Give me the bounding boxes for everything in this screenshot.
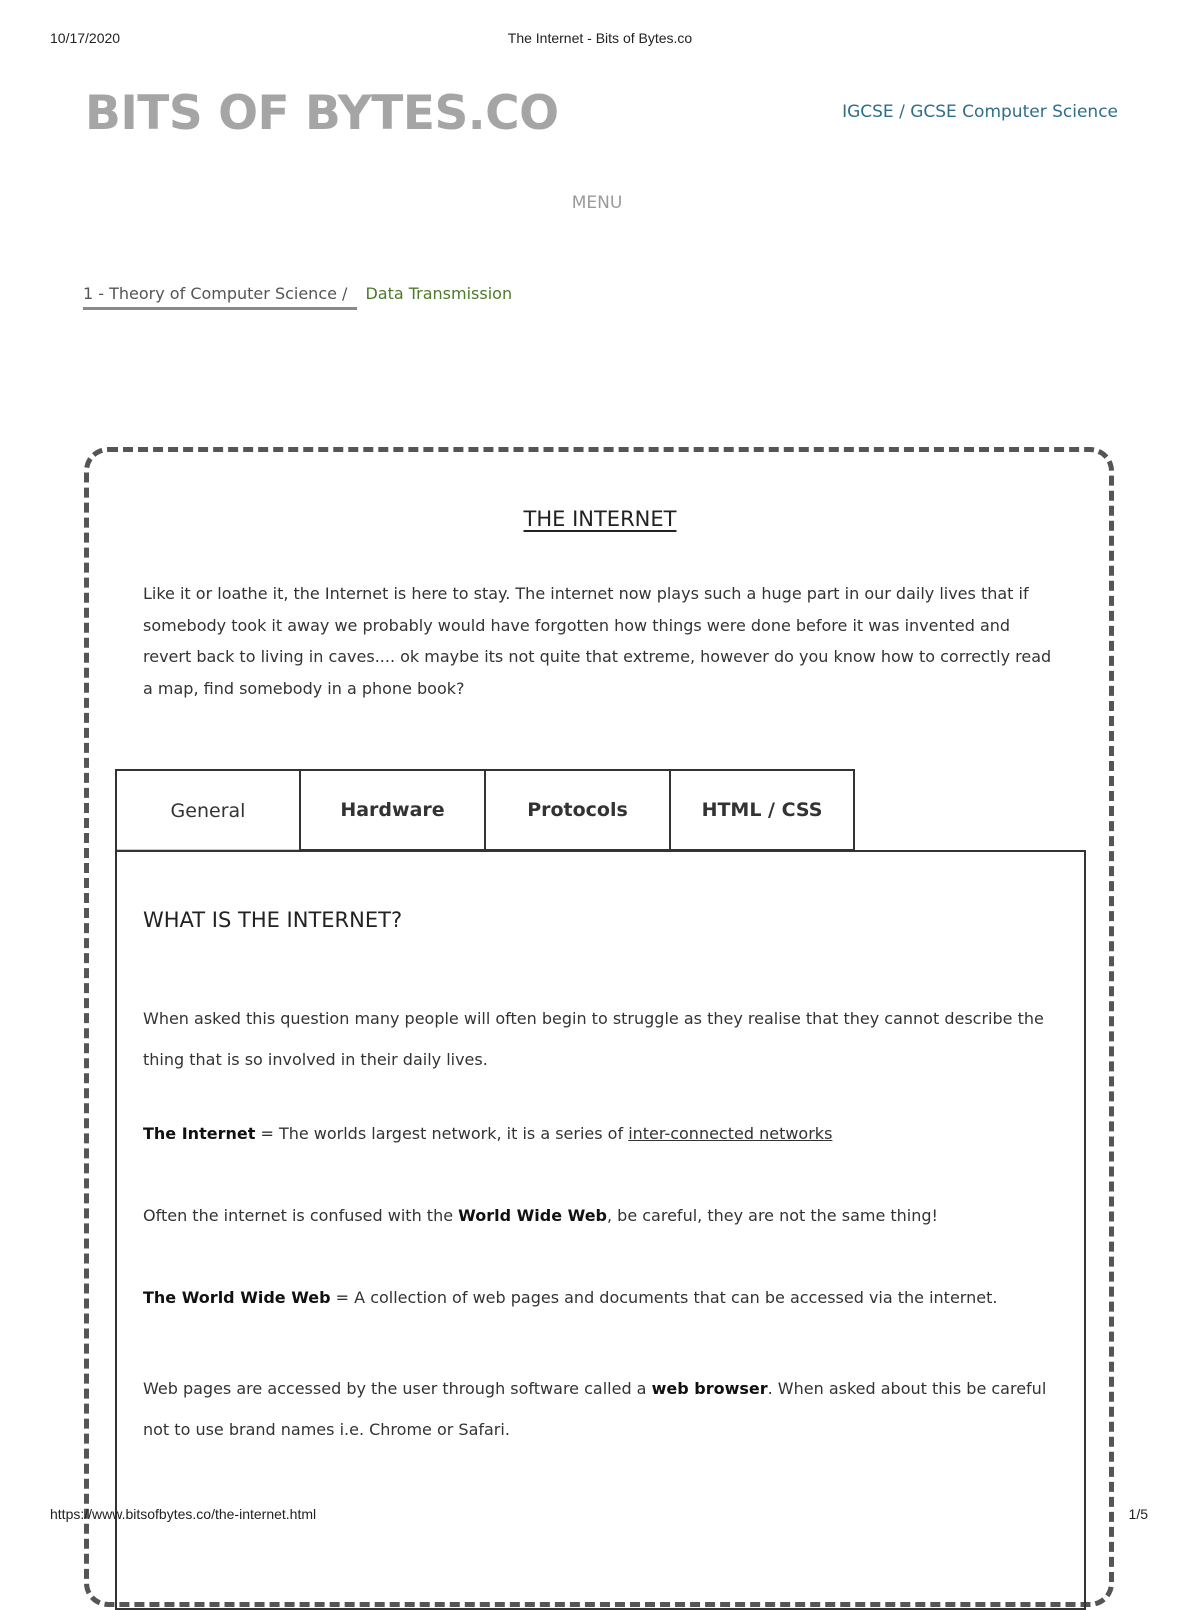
- term-web-browser: web browser: [651, 1379, 768, 1398]
- section-title-text: THE INTERNET: [523, 507, 677, 531]
- panel-paragraph-5: [143, 1368, 1063, 1450]
- panel-paragraph-4: [143, 1288, 1063, 1307]
- p3-text-b: , be careful, they are not the same thing!: [607, 1206, 938, 1225]
- tab-html-css[interactable]: HTML / CSS: [670, 769, 855, 851]
- panel-paragraph-1: When asked this question many people will often begin to struggle as they realise that they cannot describe the thing that is so involved in their daily lives.: [143, 1009, 1044, 1069]
- tab-general[interactable]: General: [115, 769, 300, 851]
- breadcrumb-parent-link[interactable]: 1 - Theory of Computer Science /: [83, 284, 357, 310]
- tab-protocols[interactable]: Protocols: [485, 769, 670, 851]
- print-date: 10/17/2020: [50, 30, 121, 46]
- term-www-definition: The World Wide Web: [143, 1288, 331, 1307]
- p5-text-a: Web pages are accessed by the user through software called a: [143, 1379, 652, 1398]
- p3-text-a: Often the internet is confused with the: [143, 1206, 459, 1225]
- tab-panel: [115, 850, 1086, 1610]
- breadcrumb-current-link[interactable]: Data Transmission: [365, 284, 513, 303]
- menu-button[interactable]: MENU: [571, 193, 623, 213]
- intro-paragraph: Like it or loathe it, the Internet is here to stay. The internet now plays such a huge part in our daily lives that if somebody took it away we probably would have forgotten how things were done before it was invented and revert back to living in caves.... ok maybe its not quite that extreme, however do you know how to correctly read a map, find somebody in a phone book?: [143, 584, 1052, 698]
- p5-text-b: . When asked about this be careful not to use brand names i.e. Chrome or Safari.: [143, 1379, 1047, 1439]
- print-page-title: The Internet - Bits of Bytes.co: [507, 30, 693, 46]
- breadcrumb: [83, 284, 512, 310]
- tab-bar: [115, 769, 855, 851]
- tab-hardware[interactable]: Hardware: [300, 769, 485, 851]
- panel-paragraph-2: [143, 1124, 1063, 1143]
- section-title: [0, 507, 1200, 531]
- panel-paragraph-3: [143, 1206, 1063, 1225]
- term-world-wide-web: World Wide Web: [458, 1206, 607, 1225]
- inter-connected-networks-link[interactable]: inter-connected networks: [628, 1124, 833, 1143]
- print-url: https://www.bitsofbytes.co/the-internet.html: [50, 1506, 317, 1522]
- print-page-number: 1/5: [1128, 1506, 1148, 1522]
- term-internet: The Internet: [143, 1124, 256, 1143]
- site-tagline[interactable]: IGCSE / GCSE Computer Science: [842, 102, 1118, 122]
- panel-heading: WHAT IS THE INTERNET?: [143, 908, 403, 932]
- definition-www: = A collection of web pages and documents that can be accessed via the internet.: [330, 1288, 998, 1307]
- site-logo[interactable]: BITS OF BYTES.CO: [85, 86, 559, 141]
- definition-internet: = The worlds largest network, it is a series of: [255, 1124, 629, 1143]
